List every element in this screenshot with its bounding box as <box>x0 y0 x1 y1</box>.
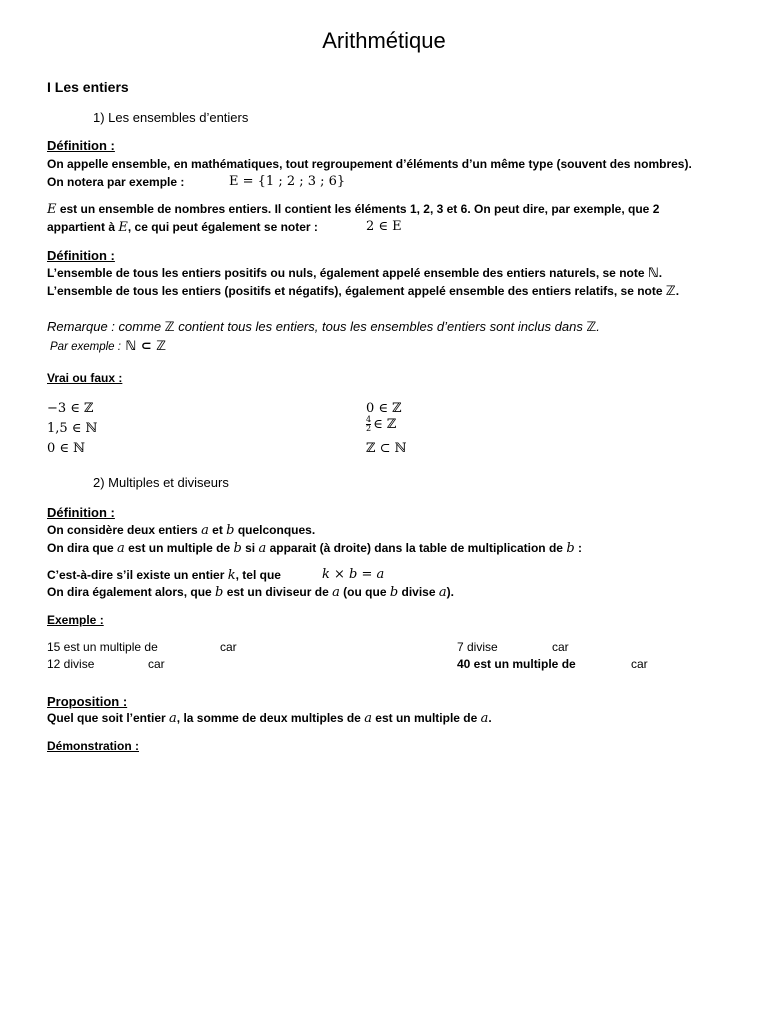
definition-1-line-1: On appelle ensemble, en mathématiques, tout regroupement d’éléments d’un même type (souvent des nombres). <box>47 157 692 171</box>
var-a: a <box>258 541 267 556</box>
proposition-line <box>47 711 492 726</box>
var-a: a <box>117 541 125 556</box>
vf-right-3: ℤ ⊂ ℕ <box>366 441 407 456</box>
remark-line: Remarque : comme ℤ contient tous les entiers, tous les ensembles d’entiers sont inclus dans ℤ. <box>47 319 600 335</box>
demonstration-label: Démonstration : <box>47 739 140 753</box>
cad-text: , tel que <box>235 568 281 582</box>
subsection-ensembles: 1) Les ensembles d’entiers <box>93 110 249 125</box>
definition-2-line-1: L’ensemble de tous les entiers positifs ou nuls, également appelé ensemble des entiers naturels, se note ℕ. <box>47 266 663 281</box>
multiple-equation: k × b = a <box>322 567 385 582</box>
paragraph-e-text-1: est un ensemble de nombres entiers. Il contient les éléments 1, 2, 3 et 6. On peut dire, par exemple, que 2 <box>56 202 660 216</box>
prop-text: , la somme de deux multiples de <box>176 711 365 725</box>
cad-text: (ou que <box>339 585 390 599</box>
var-b: b <box>566 541 575 556</box>
section-heading-entiers: I Les entiers <box>47 79 129 95</box>
page-title: Arithmétique <box>322 28 446 53</box>
subsection-multiples: 2) Multiples et diviseurs <box>93 475 229 490</box>
exemple-r1-car: car <box>220 640 237 654</box>
vf-left-1: −3 ∈ ℤ <box>47 401 94 416</box>
var-a: a <box>480 711 489 726</box>
var-b: b <box>215 585 224 600</box>
var-e: E <box>47 202 57 217</box>
remark-text-b: contient tous les entiers, tous les ensembles d’entiers sont inclus dans <box>174 319 587 334</box>
paragraph-e-text-2b: , ce qui peut également se noter : <box>127 220 318 234</box>
fraction-numerator: 4 <box>366 415 372 424</box>
definition-3-line-1 <box>47 523 315 538</box>
definition-label-1: Définition : <box>47 138 115 153</box>
var-b: b <box>226 523 235 538</box>
paragraph-e-line-1 <box>47 202 659 217</box>
vf-left-3: 0 ∈ ℕ <box>47 441 86 456</box>
vf-right-1: 0 ∈ ℤ <box>366 401 402 416</box>
var-k: k <box>227 568 236 583</box>
def3-text: On considère deux entiers <box>47 523 202 537</box>
definition-1-line-2: On notera par exemple : <box>47 175 185 189</box>
fraction <box>366 416 371 433</box>
def3-text: quelconques. <box>234 523 316 537</box>
integers-symbol: ℤ <box>665 284 676 299</box>
remark-example-line <box>50 337 166 355</box>
cad-text: ). <box>446 585 454 599</box>
definition-label-3: Définition : <box>47 505 115 520</box>
belongs-expression: 2 ∈ E <box>366 219 402 234</box>
prop-text: Quel que soit l’entier <box>47 711 170 725</box>
exemple-r2-car2: car <box>631 657 648 671</box>
var-a: a <box>438 585 447 600</box>
vrai-ou-faux-label: Vrai ou faux : <box>47 371 123 385</box>
cad-text: C’est-à-dire s’il existe un entier <box>47 568 228 582</box>
def3-text: si <box>241 541 259 555</box>
definition-2-text-1: L’ensemble de tous les entiers positifs ou nuls, également appelé ensemble des entiers naturels, se note <box>47 266 648 280</box>
var-b: b <box>389 585 399 600</box>
remark-integers-symbol-2: ℤ <box>586 320 597 335</box>
var-a: a <box>364 711 372 726</box>
paragraph-e-line-2 <box>47 220 318 235</box>
proposition-label: Proposition : <box>47 694 128 709</box>
definition-3-line-2 <box>47 541 582 556</box>
definition-2-text-2: L’ensemble de tous les entiers (positifs et négatifs), également appelé ensemble des entiers relatifs, se note <box>47 284 666 298</box>
cad-line-1 <box>47 568 281 583</box>
var-a: a <box>332 585 340 600</box>
remark-text-a: Remarque : comme <box>47 319 165 334</box>
exemple-r1-right: 7 divise <box>457 640 498 654</box>
vf-left-2: 1,5 ∈ ℕ <box>47 421 98 436</box>
def3-text: apparait (à droite) dans la table de multiplication de <box>266 541 567 555</box>
def3-text: est un multiple de <box>124 541 234 555</box>
exemple-r1-left: 15 est un multiple de <box>47 640 158 654</box>
cad-text: est un diviseur de <box>223 585 333 599</box>
var-a: a <box>169 711 177 726</box>
remark-example-math: ℕ ⊂ ℤ <box>125 339 167 354</box>
definition-2-line-2: L’ensemble de tous les entiers (positifs et négatifs), également appelé ensemble des entiers relatifs, se note ℤ. <box>47 284 680 299</box>
exemple-r2-left: 12 divise <box>47 657 95 671</box>
remark-example-label: Par exemple : <box>50 341 121 353</box>
exemple-r2-car: car <box>148 657 165 671</box>
vf-right-2-rest: ∈ ℤ <box>373 417 397 432</box>
var-e-2: E <box>118 220 128 235</box>
fraction-denominator: 2 <box>366 424 372 433</box>
var-b: b <box>233 541 242 556</box>
definition-label-2: Définition : <box>47 248 115 263</box>
naturals-symbol: ℕ <box>647 266 659 281</box>
paragraph-e-text-2a: appartient à <box>47 220 119 234</box>
prop-text: . <box>488 711 492 725</box>
exemple-r2-right: 40 est un multiple de <box>457 657 576 671</box>
set-e-example: E = {1 ; 2 ; 3 ; 6} <box>229 174 346 189</box>
remark-integers-symbol: ℤ <box>164 320 175 335</box>
def3-text: et <box>208 523 227 537</box>
exemple-label: Exemple : <box>47 613 104 627</box>
def3-text: : <box>574 541 582 555</box>
cad-text: On dira également alors, que <box>47 585 216 599</box>
vf-right-2 <box>366 416 396 433</box>
cad-text: divise <box>398 585 439 599</box>
exemple-r1-car2: car <box>552 640 569 654</box>
prop-text: est un multiple de <box>371 711 481 725</box>
var-a: a <box>201 523 209 538</box>
def3-text: On dira que <box>47 541 118 555</box>
cad-line-2 <box>47 585 454 600</box>
